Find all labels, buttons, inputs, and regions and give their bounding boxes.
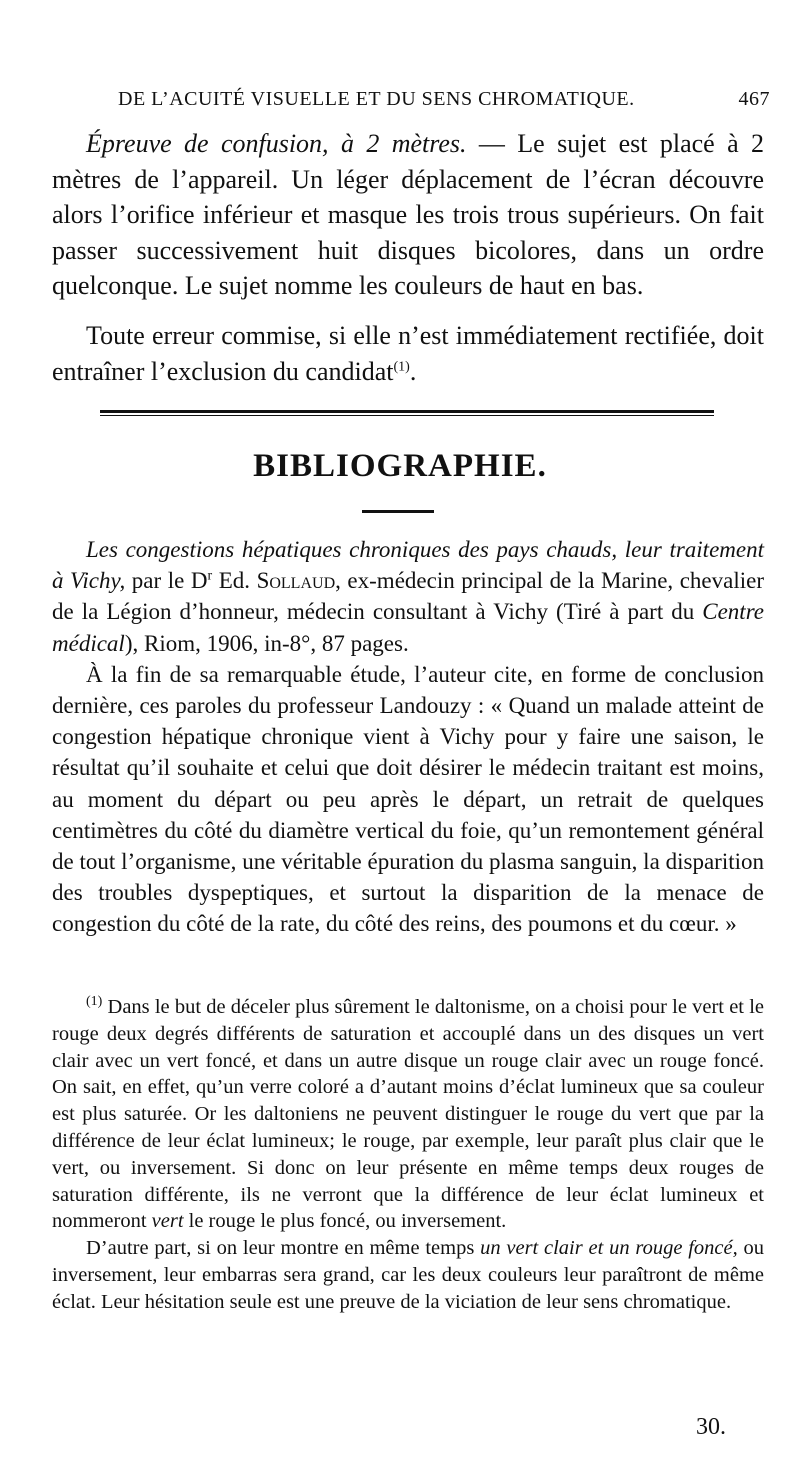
page-number: 467: [738, 88, 770, 110]
book-title: Les congestions hépatiques chroniques des pays chauds, leur traitement à Vichy,: [52, 537, 764, 594]
conclusion-end: .: [409, 356, 417, 386]
paragraph-epreuve: [52, 126, 764, 304]
conclusion-text: Toute erreur commise, si elle n’est immédiatement rectifiée, doit entraîner l’exclusion du candidat: [52, 321, 764, 386]
dr-superscript: r: [207, 568, 213, 584]
bibliography-block: [52, 534, 764, 940]
section-rule-thick: [100, 410, 714, 413]
footnote-2-text-a: D’autre part, si on leur montre en même temps: [86, 1237, 481, 1260]
entry-details-2: ), Riom, 1906, in-8°, 87 pages.: [124, 630, 409, 656]
running-title: DE L’ACUITÉ VISUELLE ET DU SENS CHROMATIQUE.: [118, 88, 635, 110]
footnote-1: [52, 994, 764, 1235]
entry-details-1: , ex-médecin principal de la Marine, chevalier de la Légion d’honneur, médecin consultant à Vichy (Tiré à part du: [52, 568, 764, 625]
footnote-2: [52, 1235, 764, 1315]
section-heading: BIBLIOGRAPHIE.: [253, 448, 547, 484]
footnote-ref: (1): [393, 358, 410, 374]
heading-rule: [362, 510, 434, 513]
author-first: Ed.: [212, 568, 257, 594]
epreuve-text: — Le sujet est placé à 2 mètres de l’appareil. Un léger déplacement de l’écran découvre alors l’orifice inférieur et masque les trois trous supérieurs. On fait passer successivement huit disques bicolores, dans un ordre quelconque. Le sujet nomme les couleurs de haut en bas.: [52, 129, 764, 300]
section-conclusion: [52, 318, 764, 389]
author-name: Sollaud: [256, 568, 336, 594]
section-rule-thin: [100, 415, 714, 416]
by-text: par le D: [125, 568, 208, 594]
footnote-2-italic: un vert clair et un rouge foncé,: [480, 1237, 738, 1260]
paragraph-conclusion: [52, 318, 764, 389]
footnote-1-text-a: Dans le but de déceler plus sûrement le daltonisme, on a choisi pour le vert et le rouge deux degrés différents de saturation et accouplé dans un des disques un vert clair avec un vert foncé, et dans un autre disque un rouge clair avec un rouge foncé. On sait, en effet, qu’un verre coloré a d’autant moins d’éclat lumineux que sa couleur est plus saturée. Or les daltoniens ne peuvent distinguer le rouge du vert que par la différence de leur éclat lumineux; le rouge, par exemple, leur paraît plus clair que le vert, ou inversement. Si donc on leur présente en même temps deux rouges de saturation différente, ils ne verront que la différence de leur éclat lumineux et nommeront: [52, 996, 764, 1233]
footnotes: [52, 994, 764, 1316]
footnote-1-italic: vert: [151, 1210, 184, 1233]
signature-number: 30.: [696, 1414, 726, 1440]
footnote-marker: (1): [86, 994, 103, 1010]
lead-italic: Épreuve de confusion, à 2 mètres.: [86, 129, 467, 158]
footnote-1-text-b: le rouge le plus foncé, ou inversement.: [183, 1210, 507, 1233]
footnote-2-text-b: ou inversement, leur embarras sera grand, car les deux couleurs leur paraîtront de même éclat. Leur hésitation seule est une preuve de la viciation de leur sens chromatique.: [52, 1237, 764, 1313]
bibliography-paragraph: À la fin de sa remarquable étude, l’auteur cite, en forme de conclusion dernière, ces paroles du professeur Landouzy : « Quand un malade atteint de congestion hépatique chronique vient à Vichy pour y faire une saison, le résultat qu’il souhaite et celui que doit désirer le médecin traitant est moins, au moment du départ ou peu après le départ, un retrait de quelques centimètres du côté du diamètre vertical du foie, qu’un remontement général de tout l’organisme, une véritable épuration du plasma sanguin, la disparition des troubles dyspeptiques, et surtout la disparition de la menace de congestion du côté de la rate, du côté des reins, des poumons et du cœur. »: [52, 661, 764, 937]
section-epreuve: [52, 126, 764, 304]
bibliography-entry: [52, 534, 764, 659]
journal-title: Centre médical: [52, 599, 764, 656]
